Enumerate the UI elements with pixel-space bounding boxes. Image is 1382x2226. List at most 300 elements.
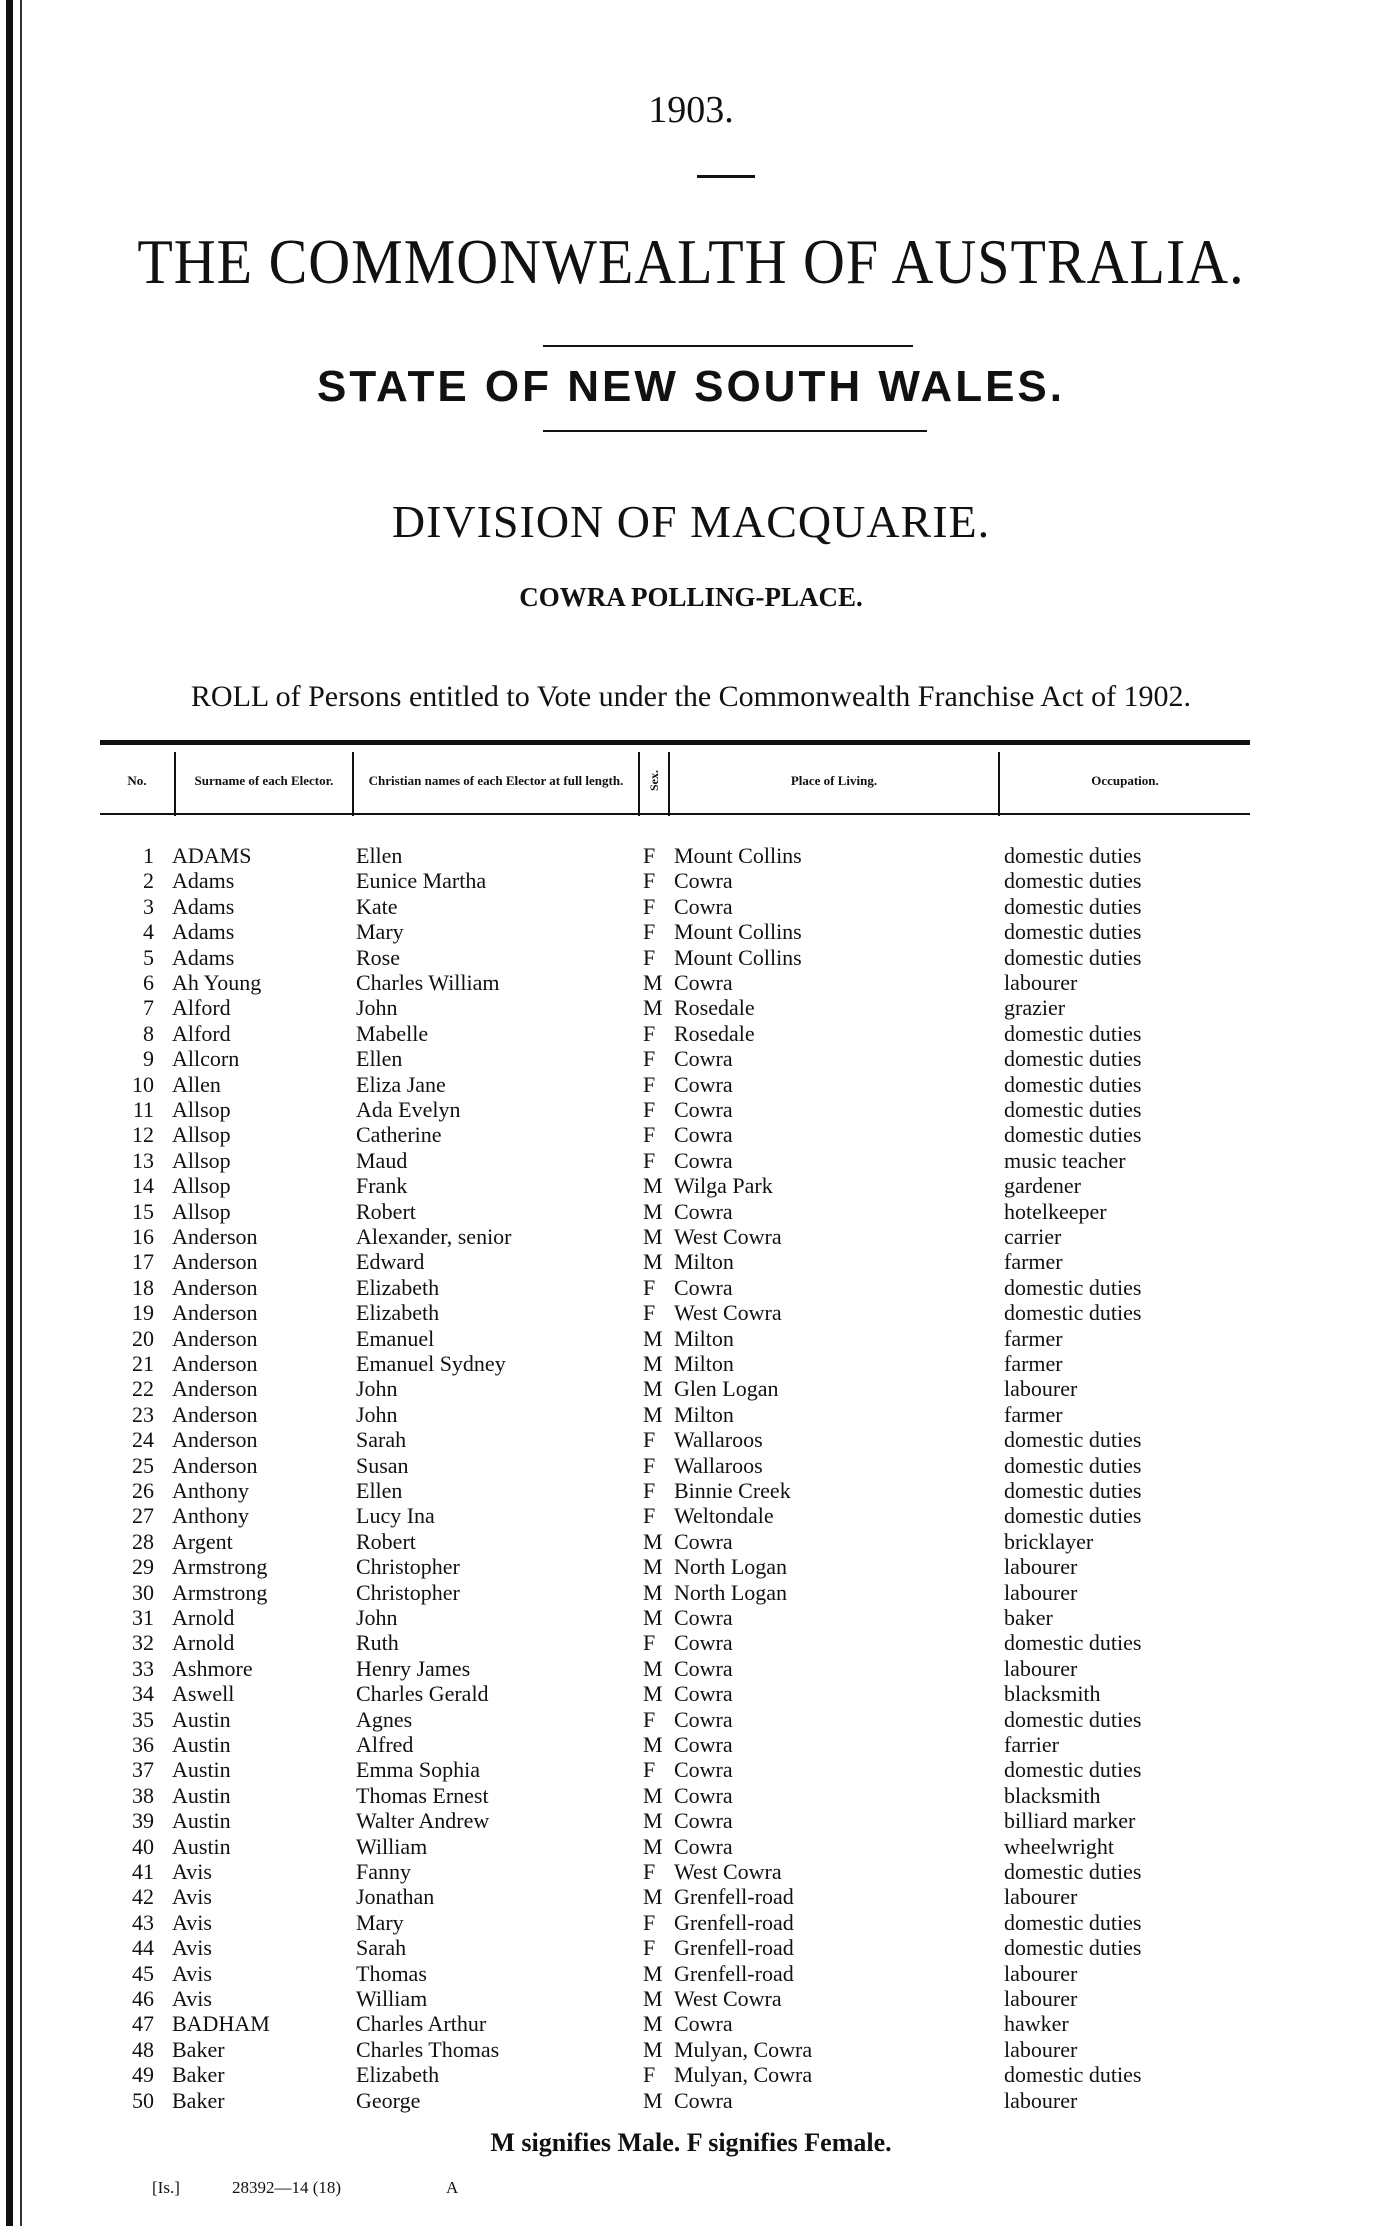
elector-surname: Adams <box>172 919 235 945</box>
elector-number: 9 <box>143 1046 154 1072</box>
elector-number: 18 <box>132 1274 154 1300</box>
elector-christian-names: Thomas Ernest <box>356 1782 489 1808</box>
elector-number: 40 <box>132 1833 154 1859</box>
elector-place: North Logan <box>674 1579 788 1605</box>
table-row <box>0 1732 1382 1757</box>
elector-number: 17 <box>132 1249 154 1275</box>
table-row <box>0 1834 1382 1859</box>
elector-christian-names: Elizabeth <box>356 2062 440 2088</box>
elector-place: Weltondale <box>674 1503 774 1529</box>
elector-christian-names: Elizabeth <box>356 1300 440 1326</box>
table-row <box>0 1199 1382 1224</box>
table-row <box>0 1707 1382 1732</box>
elector-number: 22 <box>132 1376 154 1402</box>
elector-occupation: labourer <box>1004 1960 1078 1986</box>
elector-christian-names: John <box>356 1605 398 1630</box>
elector-number: 20 <box>132 1325 154 1351</box>
elector-occupation: domestic duties <box>1004 1706 1142 1732</box>
elector-number: 49 <box>132 2062 154 2088</box>
table-row <box>0 2088 1382 2113</box>
elector-sex: F <box>643 1935 656 1961</box>
elector-surname: Allsop <box>172 1173 231 1199</box>
elector-surname: Avis <box>172 1859 212 1884</box>
elector-occupation: domestic duties <box>1004 944 1142 970</box>
elector-place: Milton <box>674 1325 734 1351</box>
table-row <box>0 1224 1382 1249</box>
elector-surname: ADAMS <box>172 843 252 868</box>
elector-place: Cowra <box>674 970 733 995</box>
elector-surname: Anthony <box>172 1478 249 1503</box>
elector-number: 25 <box>132 1452 154 1478</box>
table-row <box>0 1757 1382 1782</box>
polling-place-heading: COWRA POLLING-PLACE. <box>519 582 863 612</box>
elector-christian-names: Henry James <box>356 1655 471 1681</box>
elector-christian-names: Susan <box>356 1452 409 1478</box>
elector-occupation: domestic duties <box>1004 1300 1142 1326</box>
elector-place: Wilga Park <box>674 1173 773 1199</box>
elector-surname: Armstrong <box>172 1554 268 1580</box>
elector-christian-names: William <box>356 1986 428 2011</box>
elector-sex: F <box>643 843 656 868</box>
elector-christian-names: Ruth <box>356 1630 399 1656</box>
elector-occupation: wheelwright <box>1004 1833 1114 1859</box>
table-header <box>100 748 1250 813</box>
elector-sex: M <box>643 1224 663 1249</box>
elector-place: Cowra <box>674 868 733 894</box>
column-divider <box>998 752 1000 816</box>
table-row <box>0 894 1382 919</box>
elector-surname: Ashmore <box>172 1655 253 1681</box>
elector-christian-names: Rose <box>356 944 400 970</box>
elector-sex: M <box>643 1732 663 1757</box>
elector-number: 24 <box>132 1427 154 1453</box>
table-row <box>0 1427 1382 1452</box>
elector-christian-names: William <box>356 1833 428 1859</box>
elector-sex: M <box>643 1249 663 1275</box>
header-christian-names: Christian names of each Elector at full length. <box>368 772 624 788</box>
elector-sex: M <box>643 2036 663 2062</box>
elector-christian-names: Agnes <box>356 1706 413 1732</box>
elector-christian-names: Alfred <box>356 1732 414 1757</box>
table-row <box>0 1554 1382 1579</box>
elector-number: 30 <box>132 1579 154 1605</box>
elector-christian-names: Mary <box>356 919 404 945</box>
elector-place: Cowra <box>674 1630 733 1656</box>
table-row <box>0 1402 1382 1427</box>
table-row <box>0 970 1382 995</box>
elector-place: Cowra <box>674 1655 733 1681</box>
elector-place: Milton <box>674 1351 734 1376</box>
elector-occupation: domestic duties <box>1004 1630 1142 1656</box>
elector-christian-names: Walter Andrew <box>356 1808 490 1834</box>
elector-place: Wallaroos <box>674 1427 763 1453</box>
elector-sex: F <box>643 1478 656 1503</box>
elector-christian-names: Ellen <box>356 843 403 868</box>
table-row <box>0 1935 1382 1960</box>
elector-number: 15 <box>132 1198 154 1224</box>
elector-sex: M <box>643 1401 663 1427</box>
elector-place: Mulyan, Cowra <box>674 2062 813 2088</box>
elector-place: Cowra <box>674 1122 733 1148</box>
elector-occupation: farmer <box>1004 1351 1063 1376</box>
elector-place: Milton <box>674 1401 734 1427</box>
elector-christian-names: Robert <box>356 1198 416 1224</box>
elector-place: Cowra <box>674 1071 733 1097</box>
elector-number: 2 <box>143 868 154 894</box>
elector-sex: M <box>643 2087 663 2113</box>
elector-surname: Alford <box>172 1020 231 1046</box>
elector-place: Wallaroos <box>674 1452 763 1478</box>
elector-place: Cowra <box>674 1046 733 1072</box>
elector-sex: M <box>643 1884 663 1910</box>
elector-christian-names: Ellen <box>356 1046 403 1072</box>
elector-number: 31 <box>132 1605 154 1630</box>
elector-surname: Arnold <box>172 1605 235 1630</box>
elector-occupation: farmer <box>1004 1401 1063 1427</box>
elector-christian-names: Charles Arthur <box>356 2011 487 2037</box>
elector-sex: M <box>643 1351 663 1376</box>
elector-sex: F <box>643 2062 656 2088</box>
elector-number: 21 <box>132 1351 154 1376</box>
elector-sex: F <box>643 1122 656 1148</box>
table-header-rule <box>100 813 1250 815</box>
elector-christian-names: Eunice Martha <box>356 868 487 894</box>
elector-surname: Ah Young <box>172 970 262 995</box>
elector-surname: Adams <box>172 868 235 894</box>
elector-number: 26 <box>132 1478 154 1503</box>
elector-place: Cowra <box>674 1782 733 1808</box>
elector-place: Grenfell-road <box>674 1884 794 1910</box>
elector-sex: F <box>643 944 656 970</box>
elector-number: 38 <box>132 1782 154 1808</box>
elector-occupation: labourer <box>1004 2087 1078 2113</box>
elector-surname: Anderson <box>172 1249 258 1275</box>
elector-christian-names: Charles William <box>356 970 500 995</box>
table-row <box>0 1376 1382 1401</box>
elector-surname: Allsop <box>172 1097 231 1122</box>
elector-place: Rosedale <box>674 1020 755 1046</box>
elector-christian-names: Christopher <box>356 1554 460 1580</box>
elector-sex: F <box>643 1630 656 1656</box>
elector-sex: M <box>643 1833 663 1859</box>
footer-sheet: A <box>446 2178 459 2197</box>
elector-surname: Anderson <box>172 1351 258 1376</box>
elector-christian-names: Christopher <box>356 1579 460 1605</box>
elector-sex: F <box>643 1046 656 1072</box>
elector-sex: M <box>643 1681 663 1707</box>
elector-number: 5 <box>143 944 154 970</box>
elector-occupation: labourer <box>1004 1554 1078 1580</box>
table-row <box>0 1478 1382 1503</box>
elector-surname: Anthony <box>172 1503 249 1529</box>
table-row <box>0 1681 1382 1706</box>
elector-surname: Baker <box>172 2062 225 2088</box>
elector-place: West Cowra <box>674 1300 782 1326</box>
elector-occupation: baker <box>1004 1605 1053 1630</box>
table-row <box>0 995 1382 1020</box>
elector-christian-names: John <box>356 1401 398 1427</box>
elector-place: West Cowra <box>674 1224 782 1249</box>
elector-surname: Anderson <box>172 1325 258 1351</box>
table-row <box>0 1021 1382 1046</box>
elector-place: Binnie Creek <box>674 1478 791 1503</box>
elector-occupation: labourer <box>1004 1579 1078 1605</box>
elector-sex: M <box>643 1173 663 1199</box>
elector-place: Cowra <box>674 1681 733 1707</box>
elector-surname: Adams <box>172 893 235 919</box>
elector-number: 37 <box>132 1757 154 1783</box>
elector-place: Cowra <box>674 1833 733 1859</box>
elector-sex: M <box>643 1325 663 1351</box>
elector-christian-names: Ellen <box>356 1478 403 1503</box>
elector-occupation: domestic duties <box>1004 1757 1142 1783</box>
sex-legend: M signifies Male. F signifies Female. <box>490 2128 892 2157</box>
elector-sex: F <box>643 1427 656 1453</box>
elector-number: 50 <box>132 2087 154 2113</box>
elector-occupation: domestic duties <box>1004 843 1142 868</box>
elector-place: Cowra <box>674 1605 733 1630</box>
elector-surname: Austin <box>172 1732 231 1757</box>
elector-christian-names: Catherine <box>356 1122 442 1148</box>
division-heading: DIVISION OF MACQUARIE. <box>391 496 991 547</box>
elector-occupation: gardener <box>1004 1173 1081 1199</box>
elector-surname: Allsop <box>172 1147 231 1173</box>
elector-place: Mount Collins <box>674 919 802 945</box>
elector-sex: F <box>643 893 656 919</box>
table-row <box>0 1630 1382 1655</box>
elector-place: Cowra <box>674 893 733 919</box>
elector-sex: F <box>643 1097 656 1122</box>
table-row <box>0 2037 1382 2062</box>
elector-sex: M <box>643 1808 663 1834</box>
elector-number: 14 <box>132 1173 154 1199</box>
table-row <box>0 1580 1382 1605</box>
elector-occupation: labourer <box>1004 1884 1078 1910</box>
elector-surname: Allsop <box>172 1122 231 1148</box>
elector-sex: F <box>643 1706 656 1732</box>
elector-place: Mount Collins <box>674 843 802 868</box>
elector-number: 39 <box>132 1808 154 1834</box>
table-row <box>0 1910 1382 1935</box>
elector-place: Cowra <box>674 1732 733 1757</box>
elector-number: 11 <box>132 1097 154 1122</box>
elector-surname: Anderson <box>172 1452 258 1478</box>
elector-place: Grenfell-road <box>674 1935 794 1961</box>
table-row <box>0 1783 1382 1808</box>
elector-occupation: domestic duties <box>1004 2062 1142 2088</box>
page-title: THE COMMONWEALTH OF AUSTRALIA. <box>137 225 1245 298</box>
elector-christian-names: John <box>356 1376 398 1402</box>
elector-occupation: domestic duties <box>1004 1909 1142 1935</box>
elector-occupation: domestic duties <box>1004 1274 1142 1300</box>
elector-occupation: blacksmith <box>1004 1681 1101 1707</box>
table-row <box>0 945 1382 970</box>
elector-sex: F <box>643 1300 656 1326</box>
footer-code: [Is.] <box>152 2178 180 2197</box>
divider-rule <box>543 430 927 432</box>
elector-place: Cowra <box>674 1808 733 1834</box>
elector-christian-names: Charles Thomas <box>356 2036 500 2062</box>
elector-number: 47 <box>132 2011 154 2037</box>
elector-surname: Anderson <box>172 1376 258 1402</box>
elector-surname: Armstrong <box>172 1579 268 1605</box>
elector-christian-names: Ada Evelyn <box>356 1097 461 1122</box>
elector-occupation: farmer <box>1004 1325 1063 1351</box>
elector-surname: Anderson <box>172 1401 258 1427</box>
elector-sex: F <box>643 1071 656 1097</box>
elector-number: 23 <box>132 1401 154 1427</box>
elector-christian-names: Mary <box>356 1909 404 1935</box>
table-row <box>0 1529 1382 1554</box>
elector-surname: Austin <box>172 1808 231 1834</box>
elector-number: 8 <box>143 1020 154 1046</box>
elector-christian-names: Alexander, senior <box>356 1224 512 1249</box>
elector-christian-names: John <box>356 995 398 1021</box>
elector-sex: F <box>643 1452 656 1478</box>
elector-surname: Allcorn <box>172 1046 240 1072</box>
table-row <box>0 1173 1382 1198</box>
elector-sex: M <box>643 2011 663 2037</box>
elector-christian-names: Robert <box>356 1528 416 1554</box>
elector-surname: Anderson <box>172 1427 258 1453</box>
elector-place: Mount Collins <box>674 944 802 970</box>
column-divider <box>668 752 670 816</box>
elector-occupation: domestic duties <box>1004 919 1142 945</box>
elector-number: 1 <box>143 843 154 868</box>
elector-christian-names: Edward <box>356 1249 425 1275</box>
elector-occupation: labourer <box>1004 1655 1078 1681</box>
elector-surname: Adams <box>172 944 235 970</box>
table-row <box>0 1656 1382 1681</box>
elector-sex: M <box>643 1198 663 1224</box>
elector-number: 46 <box>132 1986 154 2011</box>
column-divider <box>352 752 354 816</box>
elector-occupation: labourer <box>1004 1376 1078 1402</box>
table-row <box>0 1961 1382 1986</box>
elector-occupation: domestic duties <box>1004 1503 1142 1529</box>
table-row <box>0 1046 1382 1071</box>
column-divider <box>638 752 640 816</box>
elector-sex: M <box>643 1528 663 1554</box>
elector-number: 45 <box>132 1960 154 1986</box>
table-row <box>0 1808 1382 1833</box>
elector-christian-names: Mabelle <box>356 1020 429 1046</box>
elector-sex: M <box>643 1782 663 1808</box>
elector-surname: Baker <box>172 2087 225 2113</box>
table-row <box>0 868 1382 893</box>
table-row <box>0 1453 1382 1478</box>
elector-christian-names: Eliza Jane <box>356 1071 446 1097</box>
elector-place: Milton <box>674 1249 734 1275</box>
elector-occupation: domestic duties <box>1004 1020 1142 1046</box>
elector-number: 27 <box>132 1503 154 1529</box>
elector-surname: Anderson <box>172 1224 258 1249</box>
year-heading: 1903. <box>648 89 734 131</box>
elector-christian-names: Fanny <box>356 1859 411 1884</box>
elector-christian-names: Kate <box>356 893 398 919</box>
elector-place: Rosedale <box>674 995 755 1021</box>
elector-christian-names: Lucy Ina <box>356 1503 435 1529</box>
elector-surname: Argent <box>172 1528 233 1554</box>
elector-number: 48 <box>132 2036 154 2062</box>
elector-place: Cowra <box>674 1757 733 1783</box>
elector-occupation: carrier <box>1004 1224 1062 1249</box>
elector-occupation: bricklayer <box>1004 1528 1094 1554</box>
elector-christian-names: Emanuel Sydney <box>356 1351 506 1376</box>
elector-occupation: farmer <box>1004 1249 1063 1275</box>
header-no: No. <box>127 772 147 788</box>
table-row <box>0 1503 1382 1528</box>
elector-place: West Cowra <box>674 1859 782 1884</box>
elector-christian-names: Emanuel <box>356 1325 435 1351</box>
elector-number: 6 <box>143 970 154 995</box>
elector-surname: Alford <box>172 995 231 1021</box>
elector-surname: Aswell <box>172 1681 235 1707</box>
elector-occupation: domestic duties <box>1004 893 1142 919</box>
elector-sex: M <box>643 995 663 1021</box>
elector-sex: M <box>643 1986 663 2011</box>
elector-sex: M <box>643 1376 663 1402</box>
elector-place: Cowra <box>674 1198 733 1224</box>
elector-christian-names: Maud <box>356 1147 408 1173</box>
table-row <box>0 2011 1382 2036</box>
table-row <box>0 1300 1382 1325</box>
elector-sex: M <box>643 1655 663 1681</box>
table-row <box>0 1072 1382 1097</box>
elector-sex: F <box>643 919 656 945</box>
table-row <box>0 1986 1382 2011</box>
elector-surname: Avis <box>172 1986 212 2011</box>
elector-number: 32 <box>132 1630 154 1656</box>
header-sex-label: Sex. <box>647 770 661 791</box>
elector-surname: Austin <box>172 1757 231 1783</box>
elector-surname: BADHAM <box>172 2011 270 2037</box>
elector-surname: Anderson <box>172 1300 258 1326</box>
elector-place: Mulyan, Cowra <box>674 2036 813 2062</box>
elector-christian-names: Frank <box>356 1173 408 1199</box>
elector-surname: Allen <box>172 1071 221 1097</box>
elector-number: 12 <box>132 1122 154 1148</box>
elector-surname: Austin <box>172 1782 231 1808</box>
table-row <box>0 1326 1382 1351</box>
elector-sex: M <box>643 1579 663 1605</box>
table-row <box>0 1275 1382 1300</box>
elector-surname: Austin <box>172 1706 231 1732</box>
elector-occupation: labourer <box>1004 2036 1078 2062</box>
elector-surname: Avis <box>172 1935 212 1961</box>
table-row <box>0 1605 1382 1630</box>
elector-sex: F <box>643 1909 656 1935</box>
footer-print-ref: 28392—14 (18) <box>232 2178 342 2197</box>
table-row <box>0 843 1382 868</box>
elector-occupation: hawker <box>1004 2011 1069 2037</box>
elector-sex: M <box>643 1554 663 1580</box>
elector-surname: Avis <box>172 1909 212 1935</box>
elector-place: West Cowra <box>674 1986 782 2011</box>
elector-number: 41 <box>132 1859 154 1884</box>
elector-place: Grenfell-road <box>674 1960 794 1986</box>
elector-christian-names: Emma Sophia <box>356 1757 481 1783</box>
elector-christian-names: Sarah <box>356 1427 407 1453</box>
table-row <box>0 2062 1382 2087</box>
elector-place: Cowra <box>674 1274 733 1300</box>
table-row <box>0 1884 1382 1909</box>
elector-sex: F <box>643 1757 656 1783</box>
elector-sex: F <box>643 868 656 894</box>
elector-number: 35 <box>132 1706 154 1732</box>
elector-number: 16 <box>132 1224 154 1249</box>
elector-surname: Arnold <box>172 1630 235 1656</box>
